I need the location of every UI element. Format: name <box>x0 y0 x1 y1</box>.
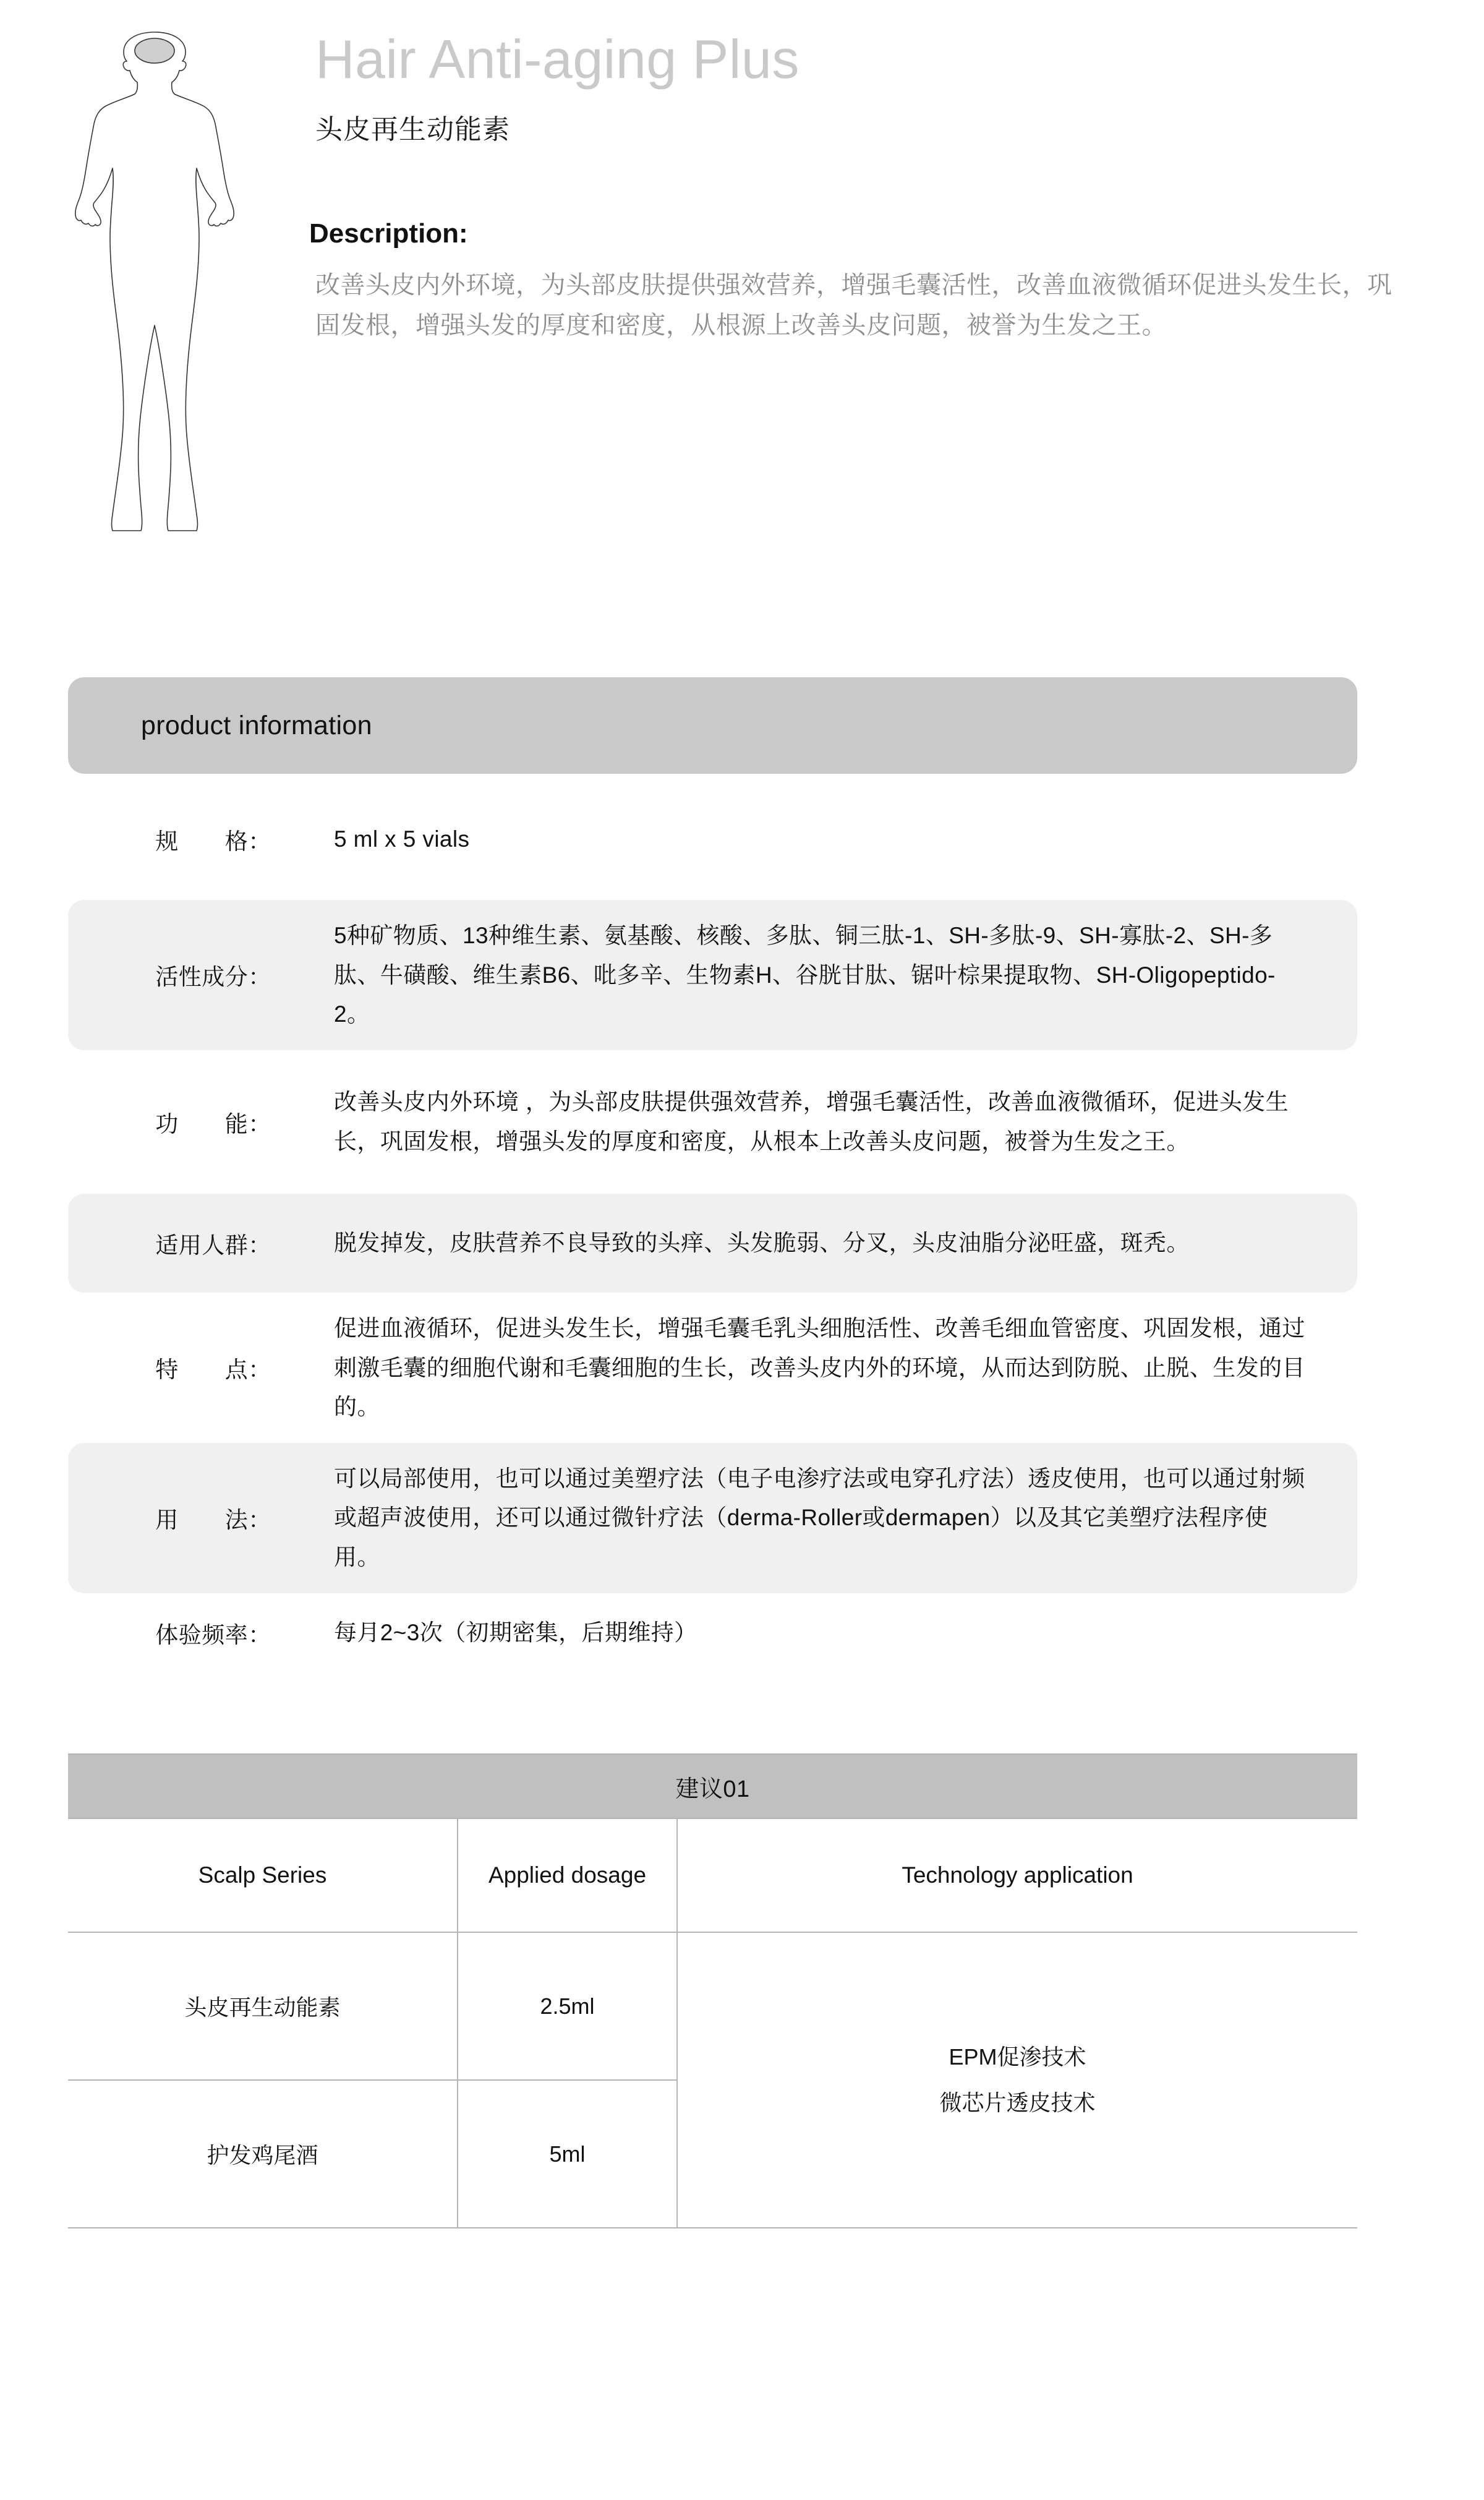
info-label-target-group: 适用人群： <box>155 1232 271 1258</box>
female-body-outline-svg <box>68 25 241 532</box>
info-value-active-ingredients: 5种矿物质、13种维生素、氨基酸、核酸、多肽、铜三肽-1、SH-多肽-9、SH-寡肽-2、SH-多肽、牛磺酸、维生素B6、吡多辛、生物素H、谷胱甘肽、锯叶棕果提取物、SH-Oligopeptido-2。 <box>334 923 1276 1027</box>
table-header-row <box>68 1818 1357 1932</box>
info-value-frequency: 每月2~3次（初期密集，后期维持） <box>334 1619 697 1645</box>
info-value-target-group: 脱发掉发，皮肤营养不良导致的头痒、头发脆弱、分叉，头皮油脂分泌旺盛，斑秃。 <box>334 1230 1190 1256</box>
info-row-frequency <box>68 1593 1357 1672</box>
hero-section <box>0 0 1484 625</box>
table-title-row <box>68 1754 1357 1818</box>
technology-item-1: EPM促渗技术 <box>949 2044 1086 2070</box>
cell-dosage-2: 5ml <box>458 2080 677 2228</box>
column-header-applied-dosage: Applied dosage <box>458 1818 677 1932</box>
spacer <box>68 879 1357 900</box>
column-header-technology-application: Technology application <box>677 1818 1357 1932</box>
info-row-function <box>68 1050 1357 1194</box>
hero-text-block <box>309 28 1422 346</box>
info-row-active-ingredients <box>68 900 1357 1050</box>
scalp-highlight-ellipse <box>135 38 174 63</box>
product-subtitle: 头皮再生动能素 <box>315 114 510 145</box>
description-body: 改善头皮内外环境，为头部皮肤提供强效营养，增强毛囊活性，改善血液微循环促进头发生长，巩固发根，增强头发的厚度和密度，从根源上改善头皮问题，被誉为生发之王。 <box>315 272 1392 339</box>
cell-technology-application <box>677 1932 1357 2228</box>
technology-item-2: 微芯片透皮技术 <box>939 2090 1096 2115</box>
info-row-usage <box>68 1443 1357 1593</box>
product-information-header-label: product information <box>141 710 372 740</box>
product-information-header <box>68 677 1357 774</box>
column-header-scalp-series: Scalp Series <box>68 1818 458 1932</box>
cell-series-2: 护发鸡尾酒 <box>68 2080 458 2228</box>
info-label-features: 特 点： <box>155 1357 271 1383</box>
table-row <box>68 1932 1357 2080</box>
product-information-section <box>68 677 1357 1672</box>
page-title: Hair Anti-aging Plus <box>315 28 800 90</box>
info-row-target-group <box>68 1194 1357 1293</box>
info-label-frequency: 体验频率： <box>155 1622 271 1648</box>
info-value-usage: 可以局部使用，也可以通过美塑疗法（电子电渗疗法或电穿孔疗法）透皮使用，也可以通过射频或超声波使用，还可以通过微针疗法（derma-Roller或dermapen）以及其它美塑疗法程序使用。 <box>334 1465 1305 1570</box>
info-row-features <box>68 1293 1357 1443</box>
cell-series-1: 头皮再生动能素 <box>68 1932 458 2080</box>
suggestion-table <box>68 1753 1357 2228</box>
info-value-features: 促进血液循环，促进头发生长，增强毛囊毛乳头细胞活性、改善毛细血管密度、巩固发根，通过刺激毛囊的细胞代谢和毛囊细胞的生长，改善头皮内外的环境，从而达到防脱、止脱、生发的目的。 <box>334 1315 1305 1420</box>
cell-dosage-1: 2.5ml <box>458 1932 677 2080</box>
info-label-specification: 规 格： <box>155 829 271 854</box>
info-value-specification: 5 ml x 5 vials <box>334 826 470 852</box>
suggestion-table-title: 建议01 <box>68 1754 1357 1818</box>
info-label-usage: 用 法： <box>155 1507 271 1533</box>
info-label-active-ingredients: 活性成分： <box>155 964 271 990</box>
info-value-function: 改善头皮内外环境 ，为头部皮肤提供强效营养，增强毛囊活性，改善血液微循环，促进头发生长，巩固发根，增强头发的厚度和密度，从根本上改善头皮问题，被誉为生发之王。 <box>334 1089 1289 1154</box>
spacer <box>68 774 1357 800</box>
info-row-specification <box>68 800 1357 879</box>
info-label-function: 功 能： <box>155 1111 271 1137</box>
body-figure-illustration <box>68 25 241 532</box>
description-heading: Description: <box>309 218 468 249</box>
